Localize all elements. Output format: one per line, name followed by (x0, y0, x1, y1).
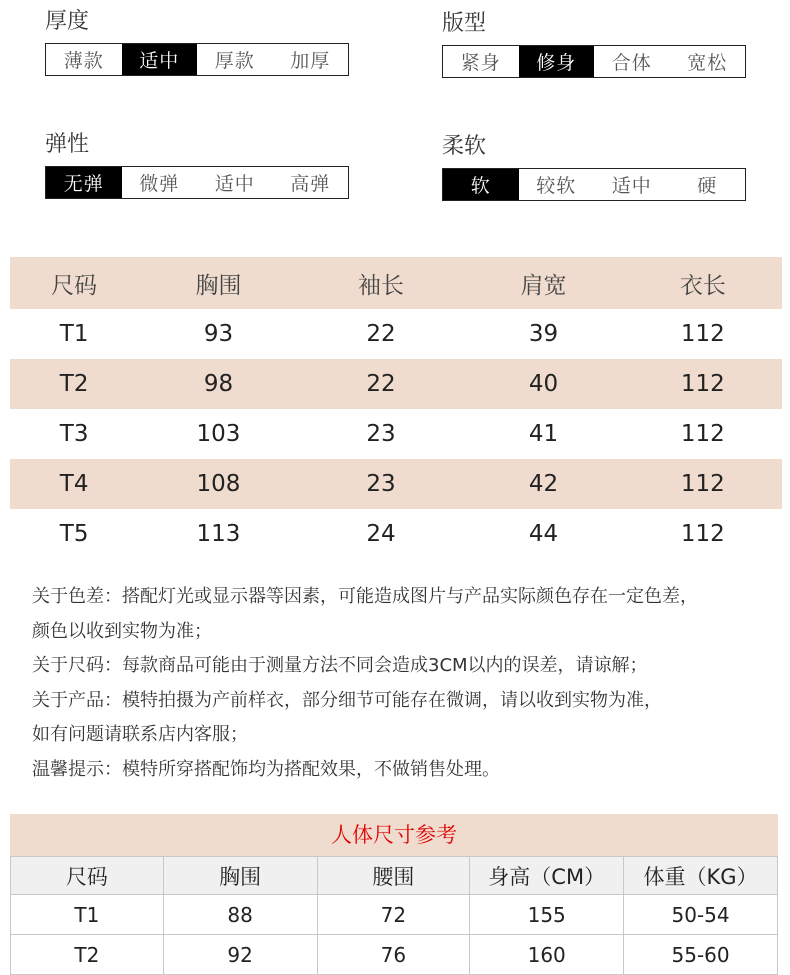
cell-length: 112 (680, 521, 725, 547)
header-length: 衣长 (679, 272, 726, 299)
cell-shoulder: 39 (528, 321, 559, 347)
thickness-option-extra-thick: 加厚 (290, 50, 331, 72)
header-chest: 胸围 (195, 272, 242, 299)
header-shoulder: 肩宽 (520, 272, 567, 299)
elasticity-option-none: 无弹 (46, 167, 122, 198)
note-line: 温馨提示：模特所穿搭配饰均为搭配效果，不做销售处理。 (32, 758, 500, 780)
elasticity-title: 弹性 (45, 132, 90, 157)
cell-size: T5 (59, 521, 89, 547)
elasticity-option-medium: 适中 (214, 173, 255, 195)
body-cell-chest: 92 (163, 935, 317, 975)
body-header-chest: 胸围 (163, 857, 317, 895)
body-header-waist: 腰围 (317, 857, 470, 895)
cell-sleeve: 24 (366, 521, 396, 547)
thickness-options (45, 43, 349, 76)
cell-shoulder: 42 (528, 471, 559, 497)
thickness-option-thick: 厚款 (214, 50, 255, 72)
cell-shoulder: 40 (528, 371, 559, 397)
elasticity-group (45, 127, 349, 199)
thickness-group (45, 4, 349, 76)
table-row (10, 309, 782, 359)
cell-shoulder: 44 (528, 521, 559, 547)
softness-option-fairly-soft: 较软 (536, 175, 577, 197)
cell-chest: 98 (203, 371, 234, 397)
softness-option-soft: 软 (443, 169, 519, 200)
cell-size: T1 (59, 321, 89, 347)
body-header-size: 尺码 (11, 857, 164, 895)
fit-title: 版型 (442, 11, 487, 36)
cell-length: 112 (680, 321, 725, 347)
fit-option-loose: 宽松 (687, 52, 728, 74)
body-cell-size: T2 (11, 935, 164, 975)
body-table-header (11, 857, 778, 895)
softness-group (442, 129, 746, 201)
cell-chest: 93 (203, 321, 234, 347)
thickness-option-medium: 适中 (122, 44, 198, 75)
fit-options (442, 45, 746, 78)
elasticity-option-slight: 微弹 (139, 173, 180, 195)
softness-title: 柔软 (442, 134, 487, 159)
softness-options (442, 168, 746, 201)
cell-length: 112 (680, 421, 725, 447)
thickness-title: 厚度 (45, 9, 90, 34)
cell-length: 112 (680, 371, 725, 397)
notes-section (32, 580, 772, 787)
size-table (10, 257, 782, 559)
note-line: 关于尺码：每款商品可能由于测量方法不同会造成3CM以内的误差，请谅解； (32, 655, 648, 676)
body-size-reference (10, 814, 778, 975)
body-cell-waist: 72 (317, 895, 470, 935)
elasticity-option-high: 高弹 (290, 173, 331, 195)
cell-chest: 108 (196, 471, 241, 497)
softness-option-hard: 硬 (697, 175, 718, 197)
table-row (10, 409, 782, 459)
note-line: 关于色差：搭配灯光或显示器等因素，可能造成图片与产品实际颜色存在一定色差， (32, 586, 698, 607)
body-cell-waist: 76 (317, 935, 470, 975)
cell-chest: 103 (196, 421, 241, 447)
cell-size: T4 (59, 471, 89, 497)
cell-length: 112 (680, 471, 725, 497)
body-cell-height: 155 (470, 895, 624, 935)
body-cell-weight: 55-60 (624, 935, 778, 975)
fit-option-tight: 紧身 (460, 52, 501, 74)
fit-option-slim: 修身 (519, 46, 595, 77)
softness-option-medium: 适中 (611, 175, 652, 197)
cell-sleeve: 23 (366, 471, 396, 497)
cell-sleeve: 22 (366, 371, 396, 397)
body-cell-weight: 50-54 (624, 895, 778, 935)
body-header-weight: 体重（KG） (624, 857, 778, 895)
body-size-title: 人体尺寸参考 (10, 814, 778, 856)
table-row (10, 509, 782, 559)
elasticity-options (45, 166, 349, 199)
table-row (10, 359, 782, 409)
cell-size: T3 (59, 421, 89, 447)
cell-sleeve: 22 (366, 321, 396, 347)
header-sleeve: 袖长 (358, 272, 404, 299)
thickness-option-thin: 薄款 (63, 50, 104, 72)
fit-group (442, 6, 746, 78)
body-header-height: 身高（CM） (470, 857, 624, 895)
cell-shoulder: 41 (528, 421, 559, 447)
body-cell-height: 160 (470, 935, 624, 975)
header-size: 尺码 (51, 272, 98, 299)
table-row (11, 895, 778, 935)
body-cell-chest: 88 (163, 895, 317, 935)
body-cell-size: T1 (11, 895, 164, 935)
note-line: 关于产品：模特拍摄为产前样衣，部分细节可能存在微调，请以收到实物为准， (32, 689, 662, 711)
cell-size: T2 (59, 371, 89, 397)
cell-sleeve: 23 (366, 421, 396, 447)
size-table-header (10, 257, 782, 309)
body-size-table (10, 856, 778, 975)
note-line: 颜色以收到实物为准； (32, 620, 212, 642)
fit-option-regular: 合体 (611, 52, 652, 74)
table-row (11, 935, 778, 975)
table-row (10, 459, 782, 509)
note-line: 如有问题请联系店内客服； (32, 724, 248, 745)
cell-chest: 113 (196, 521, 241, 547)
